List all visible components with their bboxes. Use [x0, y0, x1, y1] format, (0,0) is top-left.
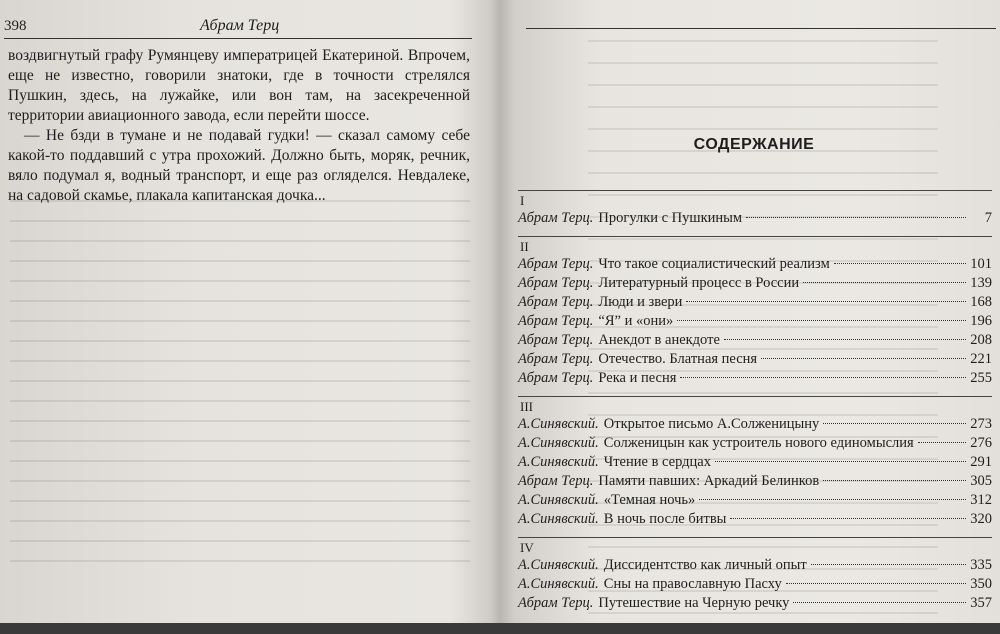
section-numeral: I	[520, 193, 525, 208]
dot-leader	[823, 480, 966, 481]
toc-page-number: 357	[970, 595, 992, 611]
toc-section	[518, 396, 992, 529]
toc-author: Абрам Терц.	[518, 210, 594, 226]
toc-page-number: 305	[970, 473, 992, 489]
paragraph: — Не бзди в тумане и не подавай гудки! — сказал самому себе какой-то поддавший с утра прохожий. Должно быть, моряк, речник, вяло подумал я, водный транспорт, и еще раз огляделся. Невдалеке, на садовой скамье, плакала капитанская дочка...	[8, 127, 470, 204]
dot-leader	[724, 339, 966, 340]
dot-leader	[761, 358, 966, 359]
toc-entry-title: Люди и звери	[598, 294, 683, 310]
toc-page-number: 208	[970, 332, 992, 348]
toc-entry	[518, 491, 992, 510]
toc-entry-title: Анекдот в анекдоте	[598, 332, 720, 348]
toc-entry	[518, 274, 992, 293]
paragraph: воздвигнутый графу Румянцеву императрицей Екатериной. Впрочем, еще не известно, говорили знатоки, где в точности стрелялся Пушкин, здесь, на лужайке, или вон там, на засекреченной территории авиационного завода, если перейти шоссе.	[8, 47, 470, 124]
toc-author: А.Синявский.	[518, 511, 599, 527]
bleed-through-text	[10, 200, 470, 600]
toc-page-number: 312	[970, 492, 992, 508]
toc-page-number: 255	[970, 370, 992, 386]
toc-section	[518, 537, 992, 613]
toc-entry	[518, 453, 992, 472]
toc-entry	[518, 293, 992, 312]
dot-leader	[834, 263, 966, 264]
running-head: Абрам Терц	[200, 17, 280, 34]
dot-leader	[677, 320, 966, 321]
toc-author: Абрам Терц.	[518, 351, 594, 367]
toc-entry-title: Диссидентство как личный опыт	[603, 557, 807, 573]
toc-author: Абрам Терц.	[518, 332, 594, 348]
dot-leader	[746, 217, 966, 218]
dot-leader	[786, 583, 966, 584]
toc-author: Абрам Терц.	[518, 473, 594, 489]
toc-page-number: 101	[970, 256, 992, 272]
toc-entry	[518, 556, 992, 575]
toc-entry-title: Отечество. Блатная песня	[598, 351, 758, 367]
body-text	[8, 46, 470, 206]
toc-section	[518, 190, 992, 228]
toc-entry-title: Река и песня	[598, 370, 677, 386]
toc-page-number: 168	[970, 294, 992, 310]
page-number: 398	[4, 18, 27, 34]
toc-author: А.Синявский.	[518, 492, 599, 508]
toc-page-number: 196	[970, 313, 992, 329]
toc-author: Абрам Терц.	[518, 370, 594, 386]
toc-page-number: 139	[970, 275, 992, 291]
dot-leader	[715, 461, 966, 462]
toc-entry	[518, 434, 992, 453]
toc-page-number: 320	[970, 511, 992, 527]
toc-author: А.Синявский.	[518, 454, 599, 470]
toc-author: Абрам Терц.	[518, 275, 594, 291]
toc-entry	[518, 510, 992, 529]
toc-entry-title: В ночь после битвы	[603, 511, 727, 527]
toc-entry	[518, 369, 992, 388]
toc-entry	[518, 255, 992, 274]
toc-page-number: 350	[970, 576, 992, 592]
toc-page-number: 276	[970, 435, 992, 451]
toc-page-number: 273	[970, 416, 992, 432]
dot-leader	[918, 442, 966, 443]
toc-entry	[518, 350, 992, 369]
dot-leader	[686, 301, 966, 302]
toc-entry	[518, 331, 992, 350]
toc-entry-title: Путешествие на Черную речку	[598, 595, 790, 611]
toc-entry-title: Что такое социалистический реализм	[598, 256, 830, 272]
toc-author: А.Синявский.	[518, 576, 599, 592]
toc-entry	[518, 312, 992, 331]
header-rule	[4, 38, 472, 39]
toc-entry	[518, 209, 992, 228]
dot-leader	[699, 499, 966, 500]
toc-entry-title: Сны на православную Пасху	[603, 576, 782, 592]
dot-leader	[793, 602, 966, 603]
dot-leader	[823, 423, 966, 424]
toc-author: А.Синявский.	[518, 557, 599, 573]
dot-leader	[811, 564, 966, 565]
toc-entry-title: Литературный процесс в России	[598, 275, 800, 291]
dot-leader	[730, 518, 966, 519]
toc-author: А.Синявский.	[518, 435, 599, 451]
toc-author: Абрам Терц.	[518, 313, 594, 329]
toc-entry	[518, 594, 992, 613]
header-rule	[526, 28, 996, 29]
toc-author: Абрам Терц.	[518, 294, 594, 310]
toc-entry-title: Открытое письмо А.Солженицыну	[603, 416, 820, 432]
toc-entry-title: Прогулки с Пушкиным	[598, 210, 743, 226]
toc-section	[518, 236, 992, 388]
toc-page-number: 291	[970, 454, 992, 470]
toc-entry	[518, 472, 992, 491]
dot-leader	[680, 377, 966, 378]
toc-entry-title: Солженицын как устроитель нового единомыслия	[603, 435, 914, 451]
toc-entry	[518, 575, 992, 594]
right-page	[508, 0, 1000, 623]
section-numeral: III	[520, 399, 533, 414]
toc-author: А.Синявский.	[518, 416, 599, 432]
section-numeral: IV	[520, 540, 534, 555]
toc-page-number: 7	[984, 210, 992, 226]
toc-page-number: 335	[970, 557, 992, 573]
toc-author: Абрам Терц.	[518, 256, 594, 272]
toc-entry-title: “Я” и «они»	[598, 313, 674, 329]
toc-entry-title: Памяти павших: Аркадий Белинков	[598, 473, 820, 489]
toc-entry	[518, 415, 992, 434]
table-of-contents	[518, 190, 992, 621]
toc-entry-title: «Темная ночь»	[603, 492, 696, 508]
toc-page-number: 221	[970, 351, 992, 367]
section-numeral: II	[520, 239, 529, 254]
dot-leader	[803, 282, 966, 283]
toc-entry-title: Чтение в сердцах	[603, 454, 711, 470]
left-page	[0, 0, 500, 623]
toc-title: СОДЕРЖАНИЕ	[693, 136, 815, 153]
toc-author: Абрам Терц.	[518, 595, 594, 611]
